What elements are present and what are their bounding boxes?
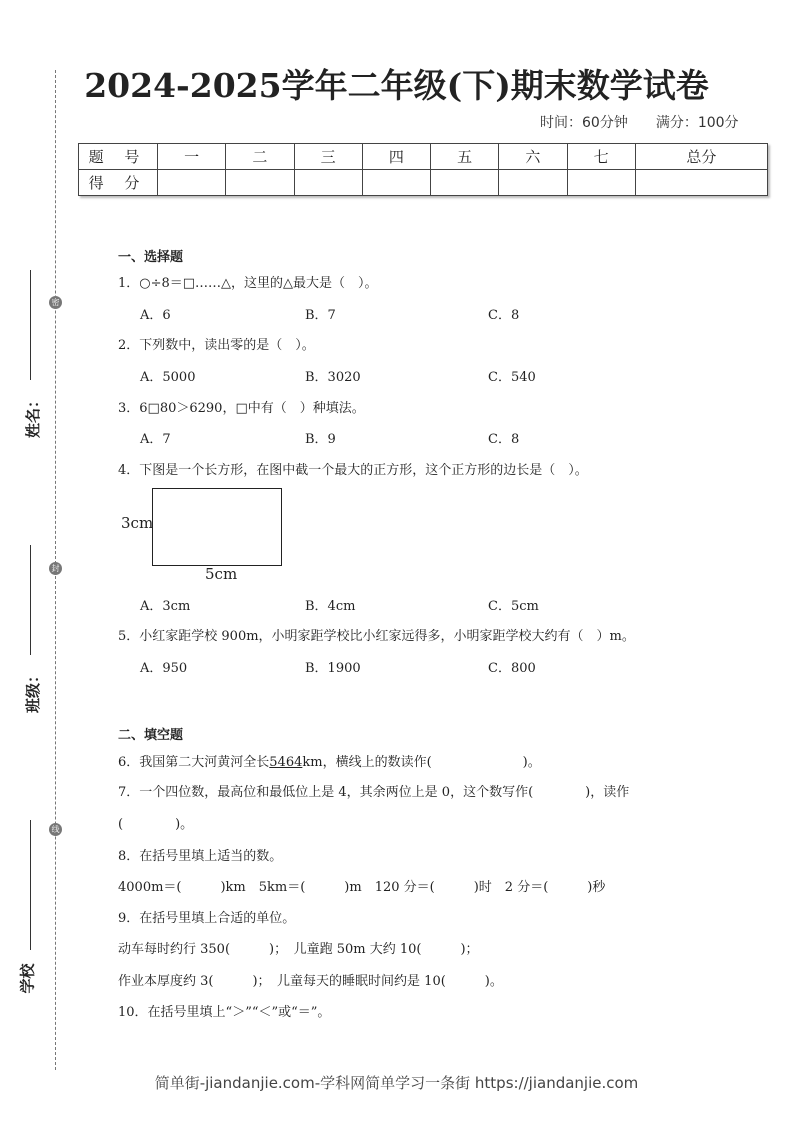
score-cell[interactable] bbox=[635, 170, 767, 196]
q4-option-c: C．5cm bbox=[488, 599, 539, 614]
q4-option-a: A．3cm bbox=[140, 599, 191, 614]
score-cell[interactable] bbox=[431, 170, 499, 196]
col-6: 六 bbox=[499, 144, 567, 170]
question-7: 7．一个四位数，最高位和最低位上是 4，其余两位上是 0，这个数写作( )，读作 bbox=[118, 785, 630, 800]
question-5: 5．小红家距学校 900m，小明家距学校比小红家远得多，小明家距学校大约有（ ）m。 bbox=[118, 629, 635, 644]
q1-option-b: B．7 bbox=[305, 308, 336, 323]
class-write-line bbox=[30, 545, 31, 655]
exam-title: 2024-2025学年二年级(下)期末数学试卷 bbox=[84, 66, 709, 105]
score-cell[interactable] bbox=[362, 170, 430, 196]
score-label: 得 分 bbox=[79, 170, 158, 196]
q5-option-a: A．950 bbox=[140, 661, 188, 676]
name-write-line bbox=[30, 270, 31, 380]
q2-option-a: A．5000 bbox=[140, 370, 196, 385]
question-9-line2: 作业本厚度约 3( )； 儿童每天的睡眠时间约是 10( )。 bbox=[118, 974, 503, 989]
school-write-line bbox=[30, 820, 31, 950]
q6-underlined-number: 5464 bbox=[269, 755, 303, 770]
rectangle-figure bbox=[152, 488, 282, 566]
question-1: 1．○÷8＝□……△，这里的△最大是（ ）。 bbox=[118, 276, 378, 291]
seal-mark-2: 封 bbox=[49, 562, 62, 575]
question-9: 9．在括号里填上合适的单位。 bbox=[118, 911, 296, 926]
question-9-line1: 动车每时约行 350( )； 儿童跑 50m 大约 10( )； bbox=[118, 942, 479, 957]
question-8: 8．在括号里填上适当的数。 bbox=[118, 849, 283, 864]
question-3: 3．6□80＞6290，□中有（ ）种填法。 bbox=[118, 401, 365, 416]
score-table-header-row bbox=[79, 144, 768, 170]
q5-option-c: C．800 bbox=[488, 661, 536, 676]
footer-watermark: 简单街-jiandanjie.com-学科网简单学习一条街 https://jiandanjie.com bbox=[154, 1074, 639, 1092]
school-label: 学校 bbox=[18, 963, 37, 994]
col-4: 四 bbox=[362, 144, 430, 170]
score-cell[interactable] bbox=[567, 170, 635, 196]
score-table-score-row bbox=[79, 170, 768, 196]
col-2: 二 bbox=[226, 144, 294, 170]
q3-option-a: A．7 bbox=[140, 432, 171, 447]
time-limit: 时间：60分钟 bbox=[540, 115, 628, 131]
col-7: 七 bbox=[567, 144, 635, 170]
seal-mark-1: 密 bbox=[49, 296, 62, 309]
score-cell[interactable] bbox=[226, 170, 294, 196]
section2-heading: 二、填空题 bbox=[118, 728, 184, 743]
score-cell[interactable] bbox=[499, 170, 567, 196]
name-label: 姓名： bbox=[24, 392, 43, 439]
question-4: 4．下图是一个长方形，在图中截一个最大的正方形，这个正方形的边长是（ ）。 bbox=[118, 463, 588, 478]
seal-mark-3: 线 bbox=[49, 823, 62, 836]
question-8-items: 4000m＝( )km 5km＝( )m 120 分＝( )时 2 分＝( )秒 bbox=[118, 880, 606, 895]
q3-option-c: C．8 bbox=[488, 432, 520, 447]
q2-option-c: C．540 bbox=[488, 370, 536, 385]
question-10: 10．在括号里填上“＞”“＜”或“＝”。 bbox=[118, 1005, 331, 1020]
section1-heading: 一、选择题 bbox=[118, 250, 184, 265]
rectangle-width-label: 5cm bbox=[205, 565, 238, 583]
q3-option-b: B．9 bbox=[305, 432, 336, 447]
q1-option-a: A．6 bbox=[140, 308, 171, 323]
rectangle-height-label: 3cm bbox=[121, 514, 154, 532]
score-cell[interactable] bbox=[158, 170, 226, 196]
exam-info bbox=[540, 112, 739, 132]
score-cell[interactable] bbox=[294, 170, 362, 196]
q2-option-b: B．3020 bbox=[305, 370, 361, 385]
q4-option-b: B．4cm bbox=[305, 599, 356, 614]
col-5: 五 bbox=[431, 144, 499, 170]
q6-text-before: 6．我国第二大河黄河全长 bbox=[118, 755, 270, 770]
question-2: 2．下列数中，读出零的是（ ）。 bbox=[118, 338, 315, 353]
col-total: 总分 bbox=[635, 144, 767, 170]
question-7-continued: ( )。 bbox=[118, 817, 194, 832]
q1-option-c: C．8 bbox=[488, 308, 520, 323]
q5-option-b: B．1900 bbox=[305, 661, 361, 676]
question-number-label: 题 号 bbox=[79, 144, 158, 170]
full-score: 满分：100分 bbox=[655, 115, 739, 131]
col-3: 三 bbox=[294, 144, 362, 170]
col-1: 一 bbox=[158, 144, 226, 170]
class-label: 班级： bbox=[24, 667, 43, 714]
q6-text-after: km，横线上的数读作( )。 bbox=[302, 755, 541, 770]
question-6 bbox=[118, 751, 541, 770]
score-table bbox=[78, 143, 768, 196]
